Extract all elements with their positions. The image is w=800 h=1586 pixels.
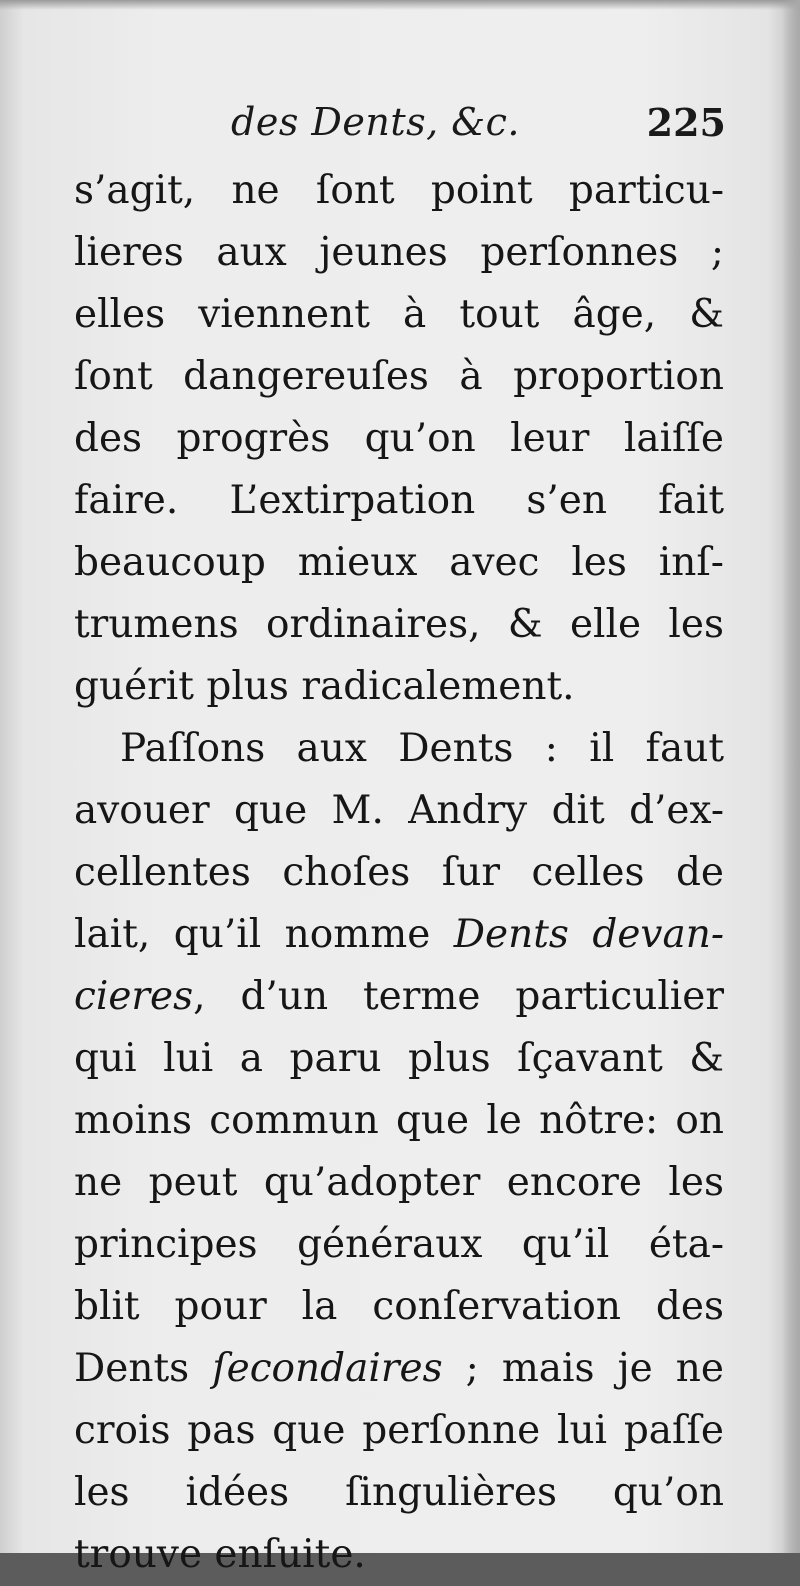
text-segment: elles viennent à tout âge, & xyxy=(74,292,724,337)
italic-text: cieres xyxy=(74,974,194,1019)
text-line xyxy=(74,1338,724,1400)
text-segment: ne peut qu’adopter encore les xyxy=(74,1160,724,1205)
text-segment: faire. L’extirpation s’en fait xyxy=(74,478,724,523)
text-segment: Dents xyxy=(74,1346,213,1391)
text-line xyxy=(74,656,724,718)
text-segment: trouve enſuite. xyxy=(74,1532,366,1577)
text-segment: crois pas que perſonne lui paſſe xyxy=(74,1408,724,1453)
text-segment: s’agit, ne ſont point particu- xyxy=(74,168,724,213)
text-segment: guérit plus radicalement. xyxy=(74,664,575,709)
text-segment: beaucoup mieux avec les inſ- xyxy=(74,540,724,585)
italic-text: Dents devan- xyxy=(453,912,724,957)
text-line xyxy=(74,1400,724,1462)
text-segment: principes généraux qu’il éta- xyxy=(74,1222,724,1267)
text-line xyxy=(74,842,724,904)
text-segment: les idées ſingulières qu’on xyxy=(74,1470,724,1515)
text-segment: ſont dangereuſes à proportion xyxy=(74,354,724,399)
text-line xyxy=(74,1524,724,1586)
text-segment: avouer que M. Andry dit d’ex- xyxy=(74,788,724,833)
text-line xyxy=(74,160,724,222)
text-line xyxy=(74,780,724,842)
text-line xyxy=(74,718,724,780)
body-text xyxy=(74,160,724,1586)
text-line xyxy=(74,1462,724,1524)
text-segment: cellentes choſes ſur celles de xyxy=(74,850,724,895)
text-segment: moins commun que le nôtre: on xyxy=(74,1098,724,1143)
text-line xyxy=(74,966,724,1028)
text-line xyxy=(74,1090,724,1152)
text-line xyxy=(74,594,724,656)
text-line xyxy=(74,470,724,532)
text-segment: qui lui a paru plus ſçavant & xyxy=(74,1036,724,1081)
text-segment: lieres aux jeunes perſonnes ; xyxy=(74,230,724,275)
text-line xyxy=(74,346,724,408)
text-line xyxy=(74,222,724,284)
page-header xyxy=(76,100,726,160)
text-segment: ; mais je ne xyxy=(442,1346,724,1391)
text-line xyxy=(74,904,724,966)
text-segment: lait, qu’il nomme xyxy=(74,912,454,957)
page-number: 225 xyxy=(646,100,726,145)
text-line xyxy=(74,408,724,470)
text-line xyxy=(74,1276,724,1338)
text-segment: , d’un terme particulier xyxy=(193,974,724,1019)
text-segment: blit pour la conſervation des xyxy=(74,1284,724,1329)
text-line xyxy=(74,1152,724,1214)
text-line xyxy=(74,1028,724,1090)
italic-text: ſecondaires xyxy=(212,1346,443,1391)
text-segment: Paſſons aux Dents : il faut xyxy=(120,726,724,771)
running-title: des Dents, &c. xyxy=(231,100,520,144)
text-line xyxy=(74,532,724,594)
text-line xyxy=(74,284,724,346)
text-segment: des progrès qu’on leur laiſſe xyxy=(74,416,724,461)
text-segment: trumens ordinaires, & elle les xyxy=(74,602,724,647)
text-line xyxy=(74,1214,724,1276)
